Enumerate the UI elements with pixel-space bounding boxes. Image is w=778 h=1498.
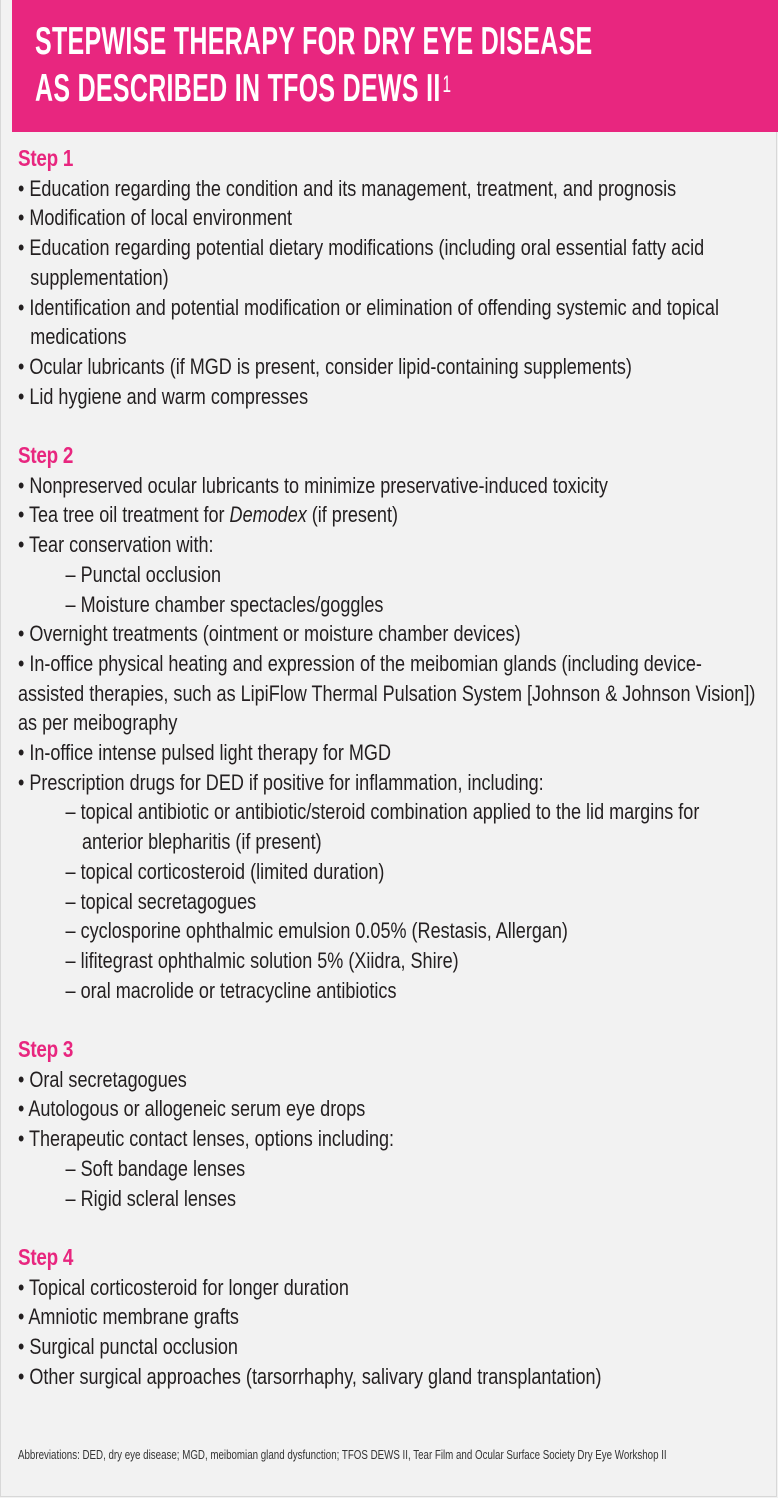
item-text: Oral secretagogues (29, 1066, 187, 1092)
bullet: • (18, 294, 25, 320)
bullet: • (18, 1334, 25, 1360)
item-text: Ocular lubricants (if MGD is present, consider lipid-containing supplements) (29, 353, 632, 379)
list-item (18, 1362, 761, 1392)
step-section (18, 144, 761, 411)
bullet: • (18, 353, 25, 379)
abbreviations-footnote: Abbreviations: DED, dry eye disease; MGD, meibomian gland dysfunction; TFOS DEWS II, Tear Film and Ocular Surface Society Dry Eye Workshop II (18, 1447, 667, 1462)
item-text: Tea tree oil treatment for (29, 502, 230, 528)
dash: – (65, 977, 76, 1003)
bullet: • (18, 1304, 25, 1330)
sub-item (18, 916, 761, 946)
sub-item-text: lifitegrast ophthalmic solution 5% (Xiidra, Shire) (80, 947, 459, 973)
item-text: Autologous or allogeneic serum eye drops (28, 1096, 366, 1122)
list-item (18, 1124, 761, 1154)
bullet: • (18, 532, 25, 558)
item-text: Modification of local environment (29, 205, 293, 231)
bullet: • (18, 383, 25, 409)
sub-item-text: cyclosporine ophthalmic emulsion 0.05% (Restasis, Allergan) (80, 918, 568, 944)
item-text: Prescription drugs for DED if positive for inflammation, including: (29, 769, 544, 795)
dash: – (65, 1155, 76, 1181)
bullet: • (18, 1126, 25, 1152)
bullet: • (18, 1066, 25, 1092)
bullet: • (18, 740, 25, 766)
item-text: Other surgical approaches (tarsorrhaphy, salivary gland transplantation) (29, 1363, 602, 1389)
item-text: Amniotic membrane grafts (28, 1304, 239, 1330)
sub-item (18, 797, 761, 856)
bullet: • (18, 1363, 25, 1389)
sub-item-text: topical antibiotic or antibiotic/steroid combination applied to the lid margins for anterior blepharitis (if present) (80, 799, 700, 855)
step-label: Step 1 (18, 145, 74, 171)
list-item (18, 1094, 761, 1124)
step-label: Step 3 (18, 1036, 74, 1063)
sub-item (18, 946, 761, 976)
sub-item (18, 590, 761, 620)
sub-item (18, 1184, 761, 1214)
step-section (18, 441, 761, 1005)
sub-item-text: Moisture chamber spectacles/goggles (80, 591, 384, 617)
bullet: • (18, 205, 25, 231)
item-text: Education regarding potential dietary modifications (including oral essential fatty acid supplementation) (29, 235, 705, 290)
dash: – (65, 591, 76, 617)
list-item (18, 293, 761, 352)
item-text: Surgical punctal occlusion (29, 1334, 238, 1360)
bullet: • (18, 175, 25, 201)
bullet: • (18, 650, 25, 676)
list-item (18, 1332, 761, 1362)
title-banner (12, 0, 778, 132)
item-text: Overnight treatments (ointment or moisture chamber devices) (29, 621, 521, 647)
bullet: • (18, 1096, 25, 1122)
sub-item-text: oral macrolide or tetracycline antibiotics (80, 977, 397, 1003)
list-item (18, 174, 761, 204)
list-item (18, 500, 761, 530)
step-section (18, 1243, 761, 1392)
item-text: In-office physical heating and expression of the meibomian glands (including device-assisted therapies, such as LipiFlow Thermal Pulsation System [Johnson & Johnson Vision]) as per meibography (18, 650, 756, 736)
sub-item-text: Soft bandage lenses (80, 1155, 246, 1181)
list-item (18, 1273, 761, 1303)
list-item (18, 768, 761, 798)
item-text: Nonpreserved ocular lubricants to minimize preservative-induced toxicity (29, 472, 608, 498)
step-label: Step 2 (18, 442, 74, 469)
list-item (18, 203, 761, 233)
sub-item-text: Rigid scleral lenses (80, 1185, 237, 1211)
list-item (18, 233, 761, 292)
reference-superscript: 1 (442, 71, 452, 98)
item-text: In-office intense pulsed light therapy for MGD (29, 740, 391, 766)
bullet: • (18, 769, 25, 795)
list-item (18, 530, 761, 560)
sub-item (18, 560, 761, 590)
title-line-2-text: AS DESCRIBED IN TFOS DEWS II (35, 67, 441, 110)
sub-item (18, 887, 761, 917)
steps-list (18, 144, 761, 1421)
sub-item (18, 976, 761, 1006)
list-item (18, 382, 761, 412)
list-item (18, 1302, 761, 1332)
title-line-2 (35, 65, 739, 112)
list-item (18, 352, 761, 382)
bullet: • (18, 1274, 25, 1300)
item-text: Lid hygiene and warm compresses (29, 383, 309, 409)
list-item (18, 1065, 761, 1095)
dash: – (65, 888, 76, 914)
sub-item (18, 1154, 761, 1184)
sub-item-text: topical secretagogues (80, 888, 257, 914)
sub-item-text: Punctal occlusion (80, 561, 222, 587)
dash: – (65, 561, 76, 587)
list-item (18, 471, 761, 501)
bullet: • (18, 472, 25, 498)
item-text: (if present) (306, 502, 398, 528)
page-title (35, 18, 739, 112)
title-line-1: STEPWISE THERAPY FOR DRY EYE DISEASE (35, 20, 593, 63)
item-text: Topical corticosteroid for longer duration (29, 1274, 349, 1300)
item-text: Tear conservation with: (29, 532, 214, 558)
sub-item (18, 857, 761, 887)
list-item (18, 619, 761, 649)
bullet: • (18, 235, 25, 261)
item-text: Therapeutic contact lenses, options including: (29, 1126, 395, 1152)
item-text: Education regarding the condition and its management, treatment, and prognosis (29, 175, 677, 201)
step-section (18, 1035, 761, 1213)
step-label: Step 4 (18, 1243, 74, 1270)
bullet: • (18, 502, 25, 528)
dash: – (65, 918, 76, 944)
dash: – (65, 858, 76, 884)
dash: – (65, 947, 76, 973)
item-text: Identification and potential modification or elimination of offending systemic and topical medications (29, 294, 719, 350)
italic-term: Demodex (229, 502, 307, 528)
list-item (18, 738, 761, 768)
dash: – (65, 1185, 76, 1211)
bullet: • (18, 621, 25, 647)
list-item (18, 649, 761, 738)
dash: – (65, 799, 76, 825)
sub-item-text: topical corticosteroid (limited duration) (80, 858, 385, 884)
